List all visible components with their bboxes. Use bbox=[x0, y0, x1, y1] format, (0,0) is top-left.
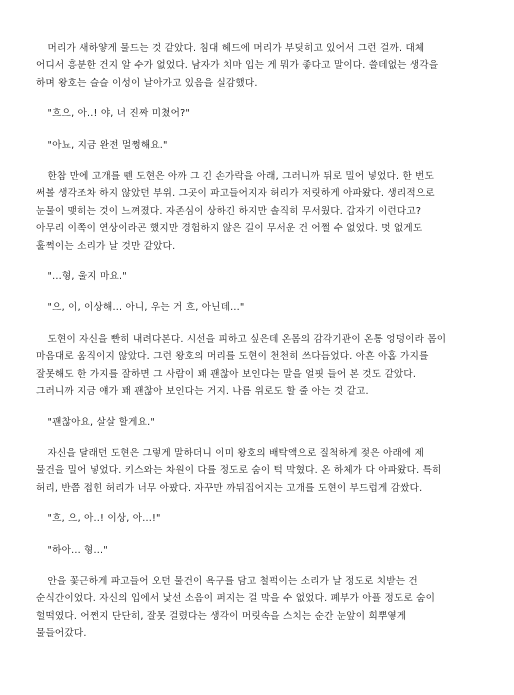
text-line: "흐, 으, 아..! 이상, 아...!" bbox=[47, 513, 161, 525]
text-line: 잘못해도 한 가지를 잘하면 그 사람이 꽤 괜찮아 보인다는 말을 얼핏 들어 본 것도 같았다. bbox=[36, 368, 417, 380]
text-line: 안을 꽃근하게 파고들어 오던 물건이 욕구를 담고 철퍽이는 소리가 날 정도로 치받는 건 bbox=[47, 575, 418, 587]
text-line: 마음대로 움직이지 않았다. 그런 왕호의 머리를 도현이 천천히 쓰다듬었다. 아흔 아홉 가지를 bbox=[36, 351, 429, 363]
text-line: 순식간이었다. 자신의 입에서 낯선 소음이 퍼지는 걸 막을 수 없었다. 폐부가 아플 정도로 숨이 bbox=[36, 593, 436, 605]
text-line: 한참 만에 고개를 뗀 도현은 아까 그 긴 손가락을 아래, 그러니까 뒤로 밀어 넣었다. 한 번도 bbox=[47, 171, 435, 183]
text-line: 도현이 자신을 빤히 내려다본다. 시선을 피하고 싶은데 온몸의 감각기관이 온통 엉덩이라 몸이 bbox=[47, 333, 447, 345]
dialogue-paragraph bbox=[36, 542, 476, 559]
text-line: 자신을 달래던 도현은 그렇게 말하더니 이미 왕호의 배탁액으로 질척하게 젖은 아래에 제 bbox=[47, 447, 425, 459]
narration-paragraph bbox=[36, 331, 476, 401]
text-line: 훌쩍이는 소리가 날 것만 같았다. bbox=[36, 240, 176, 252]
text-line: 어디서 흥분한 건지 알 수가 없었다. 남자가 치마 입는 게 뭐가 좋다고 말이다. 쓸데없는 생각을 bbox=[36, 60, 439, 72]
text-line: "괜찮아요, 살살 할게요." bbox=[47, 416, 155, 428]
text-line: 헐떡였다. 어쩐지 단단히, 잘못 걸렸다는 생각이 머릿속을 스치는 순간 눈앞이 희뿌옇게 bbox=[36, 610, 407, 622]
text-line: 눈물이 맺히는 것이 느껴졌다. 자존심이 상하긴 하지만 솔직히 무서웠다. 갑자기 이런다고? bbox=[36, 205, 422, 217]
text-line: 하며 왕호는 슬슬 이성이 날아가고 있음을 실감했다. bbox=[36, 77, 258, 89]
narration-paragraph bbox=[36, 573, 476, 643]
text-line: 허리, 반쯤 접힌 허리가 너무 아팠다. 자꾸만 까뒤집어지는 고개를 도현이 부드럽게 감쌌다. bbox=[36, 482, 423, 494]
dialogue-paragraph bbox=[36, 105, 476, 122]
narration-paragraph bbox=[36, 40, 476, 92]
text-line: 써볼 생각조차 하지 않았던 부위. 그곳이 파고들어지자 허리가 저릿하게 아파왔다. 생리적으로 bbox=[36, 188, 435, 200]
text-line: 아무리 이쪽이 연상이라곤 했지만 경험하지 않은 길이 무서운 건 어쩔 수 없었다. 멋 없게도 bbox=[36, 223, 423, 235]
dialogue-paragraph bbox=[36, 414, 476, 431]
text-line: "아뇨, 지금 완전 멀쩡해요." bbox=[47, 139, 168, 151]
narration-paragraph bbox=[36, 168, 476, 255]
text-line: 물건을 밀어 넣었다. 키스와는 차원이 다를 정도로 숨이 턱 막혔다. 온 하체가 다 아파왔다. 특히 bbox=[36, 465, 442, 477]
text-line: "으, 이, 이상해... 아니, 우는 거 흐, 아닌데..." bbox=[47, 302, 245, 314]
text-line: "...형, 울지 마요." bbox=[47, 271, 127, 283]
dialogue-paragraph bbox=[36, 510, 476, 527]
dialogue-paragraph bbox=[36, 299, 476, 316]
dialogue-paragraph bbox=[36, 137, 476, 154]
text-line: "하아... 형..." bbox=[47, 544, 108, 556]
text-line: 물들어갔다. bbox=[36, 628, 87, 640]
dialogue-paragraph bbox=[36, 268, 476, 285]
text-line: "흐으, 아..! 야, 너 진짜 미쳤어?" bbox=[47, 108, 191, 120]
narration-paragraph bbox=[36, 445, 476, 497]
text-line: 그러니까 지금 얘가 꽤 괜찮아 보인다는 거지. 나름 위로도 할 줄 아는 것 같고. bbox=[36, 386, 369, 398]
text-line: 머리가 새하얗게 물드는 것 같았다. 침대 헤드에 머리가 부딪히고 있어서 그런 걸까. 대체 bbox=[47, 43, 425, 54]
